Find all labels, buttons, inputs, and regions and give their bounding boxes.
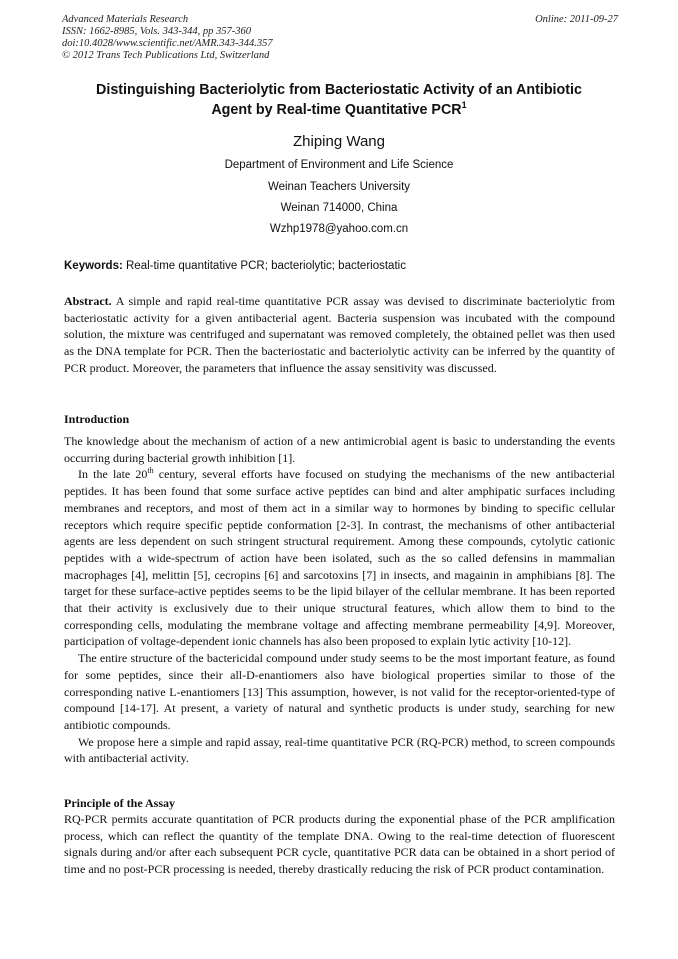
online-date: Online: 2011-09-27 [535, 14, 618, 25]
author-name: Zhiping Wang [293, 133, 385, 150]
principle-heading: Principle of the Assay [64, 796, 175, 810]
copyright-line: © 2012 Trans Tech Publications Ltd, Switzerland [62, 50, 270, 61]
title-line-1: Distinguishing Bacteriolytic from Bacteriostatic Activity of an Antibiotic [96, 82, 582, 98]
intro-p2-sup: th [147, 466, 154, 476]
abstract-text: A simple and rapid real-time quantitative PCR assay was devised to discriminate bacteriolytic from bacteriostatic activity for a given antibacterial agent. Bacteria suspension was incubated with the compound solution, the mixture was centrifuged and supernatant was removed completely, the obtained pellet was then used as the DNA template for PCR. Then the bacteriostatic and bacteriolytic activity can be inferred by the quantity of PCR product. Moreover, the parameters that influence the assay sensitivity was discussed. [64, 294, 615, 375]
abstract-label: Abstract. [64, 294, 112, 308]
title-footnote-mark: 1 [461, 100, 467, 111]
intro-paragraph-1: The knowledge about the mechanism of action of a new antimicrobial agent is basic to understanding the events occurring during bacterial growth inhibition [1]. [64, 434, 615, 465]
title-line-2 [40, 100, 638, 120]
issn-line: ISSN: 1662-8985, Vols. 343-344, pp 357-360 [62, 26, 251, 37]
principle-body [64, 811, 615, 878]
intro-p2-post: century, several efforts have focused on studying the mechanisms of the new antibacterial peptides. It has been found that some surface active peptides can bind and alter amphipatic surfaces including membranes and receptors, and most of them act in a similar way to hormones by binding to specific cellular receptors which require specific peptide conformation [2-3]. In contrast, the mechanisms of other antibacterial agents are less dependent on such stringent structural requirement. Among these compounds, cytolytic cationic peptides with a wide-spectrum of action have been isolated, such as the so called defensins in mammalian macrophages [4], melittin [5], cecropins [6] and sarcotoxins [7] in insects, and magainin in amphibians [8]. The target for these surface-active peptides seems to be the lipid bilayer of the cellular membrane. It has been reported that their activity is exclusively due to their unique structural features, which allow them to bind to the corresponding cells, modulating the membrane voltage and affecting membrane permeability [4,9]. Moreover, participation of voltage-dependent ionic channels has also been proposed to explain lytic activity [10-12]. [64, 467, 615, 649]
keywords-label: Keywords: [64, 260, 123, 272]
abstract [64, 293, 615, 377]
keywords-line [64, 258, 624, 274]
affiliation-univ: Weinan Teachers University [267, 181, 411, 193]
affiliation-city: Weinan 714000, China [280, 202, 398, 214]
doi-line[interactable]: doi:10.4028/www.scientific.net/AMR.343-344.357 [62, 38, 273, 49]
intro-paragraph-4: We propose here a simple and rapid assay, real-time quantitative PCR (RQ-PCR) method, to screen compounds with antibacterial activity. [64, 734, 615, 766]
introduction-heading: Introduction [64, 412, 130, 426]
introduction-body [64, 433, 615, 767]
paper-title [40, 80, 638, 120]
affiliation-dept: Department of Environment and Life Science [224, 159, 454, 171]
journal-name: Advanced Materials Research [62, 14, 189, 25]
title-line-2-text: Agent by Real-time Quantitative PCR [211, 102, 462, 118]
intro-p2-pre: In the late 20 [78, 467, 148, 482]
intro-paragraph-2 [64, 466, 615, 650]
principle-paragraph-1: RQ-PCR permits accurate quantitation of PCR products during the exponential phase of the PCR amplification process, which can reflect the quantity of the template DNA. Owing to the real-time detection of fluorescent signals during and/or after each subsequent PCR cycle, quantitative PCR data can be obtained in a short period of time and no post-PCR processing is needed, thereby drastically reducing the risk of PCR product contamination. [64, 812, 615, 877]
author-email[interactable]: Wzhp1978@yahoo.com.cn [269, 223, 409, 235]
journal-header [62, 14, 618, 62]
intro-paragraph-3: The entire structure of the bactericidal compound under study seems to be the most important feature, as found for some peptides, since their all-D-enantiomers also have biological properties similar to those of the corresponding native L-enantiomers [13] This assumption, however, is not valid for the receptor-oriented-type of compound [14-17]. At present, a variety of natural and synthetic products is under study, searching for new antibiotic compounds. [64, 651, 615, 732]
keywords-text: Real-time quantitative PCR; bacteriolytic; bacteriostatic [122, 260, 406, 272]
